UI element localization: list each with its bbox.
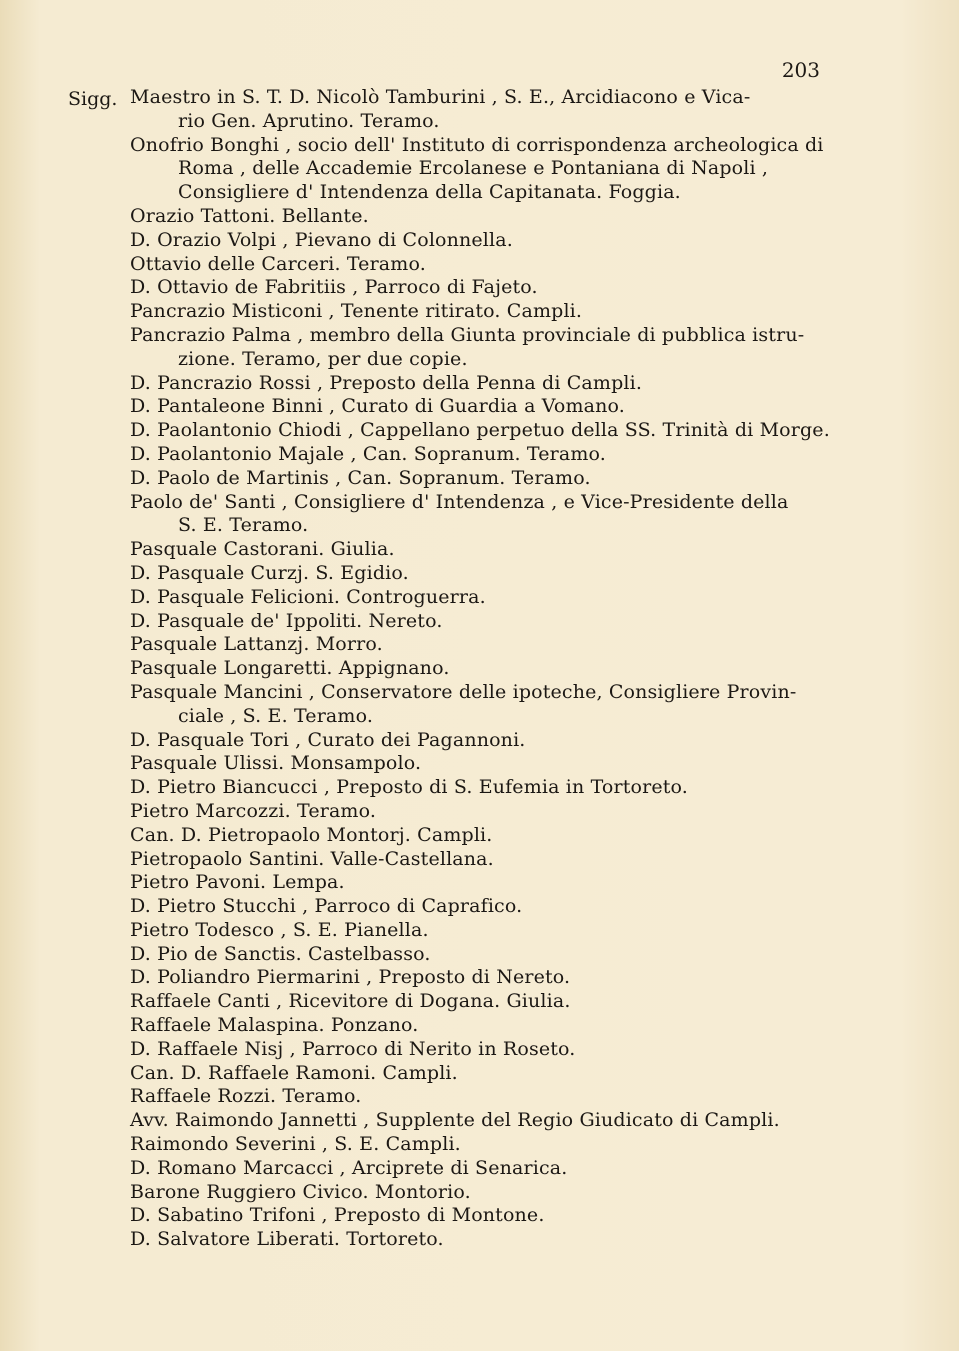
subscriber-list xyxy=(130,86,870,1252)
subscriber-entry xyxy=(130,610,870,634)
subscriber-entry xyxy=(130,562,870,586)
entry-line: D. Raffaele Nisj , Parroco di Nerito in Roseto. xyxy=(130,1037,576,1060)
subscriber-entry xyxy=(130,966,870,990)
subscriber-entry xyxy=(130,681,870,729)
subscriber-entry xyxy=(130,538,870,562)
entry-line: D. Pasquale Tori , Curato dei Pagannoni. xyxy=(130,728,526,751)
subscriber-entry xyxy=(130,1038,870,1062)
subscriber-entry xyxy=(130,752,870,776)
entry-line: D. Pancrazio Rossi , Preposto della Penna di Campli. xyxy=(130,371,643,394)
entry-line: Pasquale Lattanzj. Morro. xyxy=(130,633,383,656)
subscriber-entry xyxy=(130,229,870,253)
entry-line: Raimondo Severini , S. E. Campli. xyxy=(130,1133,461,1156)
subscriber-entry xyxy=(130,1109,870,1133)
entry-line: Pasquale Mancini , Conservatore delle ipoteche, Consigliere Provin- xyxy=(130,680,797,703)
entry-line: Barone Ruggiero Civico. Montorio. xyxy=(130,1180,471,1203)
entry-line: Onofrio Bonghi , socio dell' Instituto di corrispondenza archeologica di xyxy=(130,133,824,156)
subscriber-entry xyxy=(130,776,870,800)
entry-line: D. Poliandro Piermarini , Preposto di Nereto. xyxy=(130,966,571,989)
entry-line: Pietro Todesco , S. E. Pianella. xyxy=(130,918,429,941)
entry-line: Pasquale Ulissi. Monsampolo. xyxy=(130,752,422,775)
page-number: 203 xyxy=(781,58,820,82)
subscriber-entry xyxy=(130,919,870,943)
entry-continuation-line: rio Gen. Aprutino. Teramo. xyxy=(178,109,440,132)
subscriber-entry xyxy=(130,372,870,396)
subscriber-entry xyxy=(130,1133,870,1157)
subscriber-entry xyxy=(130,324,870,372)
subscriber-entry xyxy=(130,86,870,134)
entry-line: Pietro Marcozzi. Teramo. xyxy=(130,799,377,822)
entry-line: D. Ottavio de Fabritiis , Parroco di Fajeto. xyxy=(130,276,538,299)
subscriber-entry xyxy=(130,1014,870,1038)
entry-line: Pietro Pavoni. Lempa. xyxy=(130,871,345,894)
subscriber-entry xyxy=(130,1157,870,1181)
subscriber-entry xyxy=(130,824,870,848)
entry-line: Pietropaolo Santini. Valle-Castellana. xyxy=(130,847,494,870)
subscriber-entry xyxy=(130,1085,870,1109)
subscriber-entry xyxy=(130,443,870,467)
subscriber-entry xyxy=(130,1181,870,1205)
entry-line: D. Pietro Biancucci , Preposto di S. Eufemia in Tortoreto. xyxy=(130,776,688,799)
entry-line: D. Romano Marcacci , Arciprete di Senarica. xyxy=(130,1156,568,1179)
entry-line: Can. D. Raffaele Ramoni. Campli. xyxy=(130,1061,458,1084)
entry-line: D. Paolo de Martinis , Can. Sopranum. Teramo. xyxy=(130,466,591,489)
entry-line: Pancrazio Misticoni , Tenente ritirato. Campli. xyxy=(130,300,583,323)
subscriber-entry xyxy=(130,1228,870,1252)
subscriber-entry xyxy=(130,253,870,277)
entry-line: Avv. Raimondo Jannetti , Supplente del Regio Giudicato di Campli. xyxy=(130,1109,780,1132)
entry-line: Can. D. Pietropaolo Montorj. Campli. xyxy=(130,823,493,846)
subscriber-entry xyxy=(130,990,870,1014)
entry-line: D. Paolantonio Majale , Can. Sopranum. Teramo. xyxy=(130,442,606,465)
entry-line: D. Pietro Stucchi , Parroco di Caprafico. xyxy=(130,895,523,918)
entry-line: Raffaele Rozzi. Teramo. xyxy=(130,1085,362,1108)
subscriber-entry xyxy=(130,848,870,872)
entry-continuation-line: Consigliere d' Intendenza della Capitanata. Foggia. xyxy=(178,181,681,204)
subscriber-entry xyxy=(130,467,870,491)
subscriber-entry xyxy=(130,395,870,419)
entry-line: Maestro in S. T. D. Nicolò Tamburini , S. E., Arcidiacono e Vica- xyxy=(130,86,751,108)
subscriber-entry xyxy=(130,300,870,324)
entry-line: Paolo de' Santi , Consigliere d' Intendenza , e Vice-Presidente della xyxy=(130,490,789,513)
subscriber-entry xyxy=(130,729,870,753)
subscriber-entry xyxy=(130,134,870,182)
subscriber-entry xyxy=(130,419,870,443)
subscriber-entry xyxy=(130,943,870,967)
subscriber-entry xyxy=(130,205,870,229)
entry-continuation-line: zione. Teramo, per due copie. xyxy=(178,347,468,370)
subscriber-entry xyxy=(130,657,870,681)
entry-line: D. Pantaleone Binni , Curato di Guardia a Vomano. xyxy=(130,395,625,418)
entry-line: D. Salvatore Liberati. Tortoreto. xyxy=(130,1228,444,1251)
entry-line: D. Pasquale Curzj. S. Egidio. xyxy=(130,561,409,584)
entry-line: Ottavio delle Carceri. Teramo. xyxy=(130,252,426,275)
subscriber-entry xyxy=(130,895,870,919)
subscriber-entry xyxy=(130,871,870,895)
subscriber-entry xyxy=(130,800,870,824)
entry-line: Raffaele Canti , Ricevitore di Dogana. Giulia. xyxy=(130,990,571,1013)
entry-continuation-line: Roma , delle Accademie Ercolanese e Pontaniana di Napoli , xyxy=(178,157,769,180)
subscriber-entry xyxy=(130,491,870,539)
subscriber-entry xyxy=(130,1204,870,1228)
entry-line: D. Sabatino Trifoni , Preposto di Montone. xyxy=(130,1204,545,1227)
entry-line: Raffaele Malaspina. Ponzano. xyxy=(130,1014,419,1037)
entry-line: Pancrazio Palma , membro della Giunta provinciale di pubblica istru- xyxy=(130,323,805,346)
subscriber-entry xyxy=(130,181,870,205)
entry-line: Pasquale Longaretti. Appignano. xyxy=(130,657,450,680)
entry-line: Orazio Tattoni. Bellante. xyxy=(130,204,369,227)
subscriber-entry xyxy=(130,276,870,300)
subscriber-entry xyxy=(130,1062,870,1086)
entry-line: D. Pio de Sanctis. Castelbasso. xyxy=(130,942,431,965)
entry-line: D. Orazio Volpi , Pievano di Colonnella. xyxy=(130,228,513,251)
entry-continuation-line: S. E. Teramo. xyxy=(178,514,309,537)
entry-continuation-line: ciale , S. E. Teramo. xyxy=(178,704,374,727)
entry-line: Pasquale Castorani. Giulia. xyxy=(130,538,395,561)
subscriber-entry xyxy=(130,586,870,610)
entry-line: D. Pasquale de' Ippoliti. Nereto. xyxy=(130,609,443,632)
subscriber-entry xyxy=(130,633,870,657)
entry-line: D. Pasquale Felicioni. Controguerra. xyxy=(130,585,486,608)
entry-line: D. Paolantonio Chiodi , Cappellano perpetuo della SS. Trinità di Morge. xyxy=(130,419,830,442)
salutation-heading: Sigg. xyxy=(68,88,118,110)
